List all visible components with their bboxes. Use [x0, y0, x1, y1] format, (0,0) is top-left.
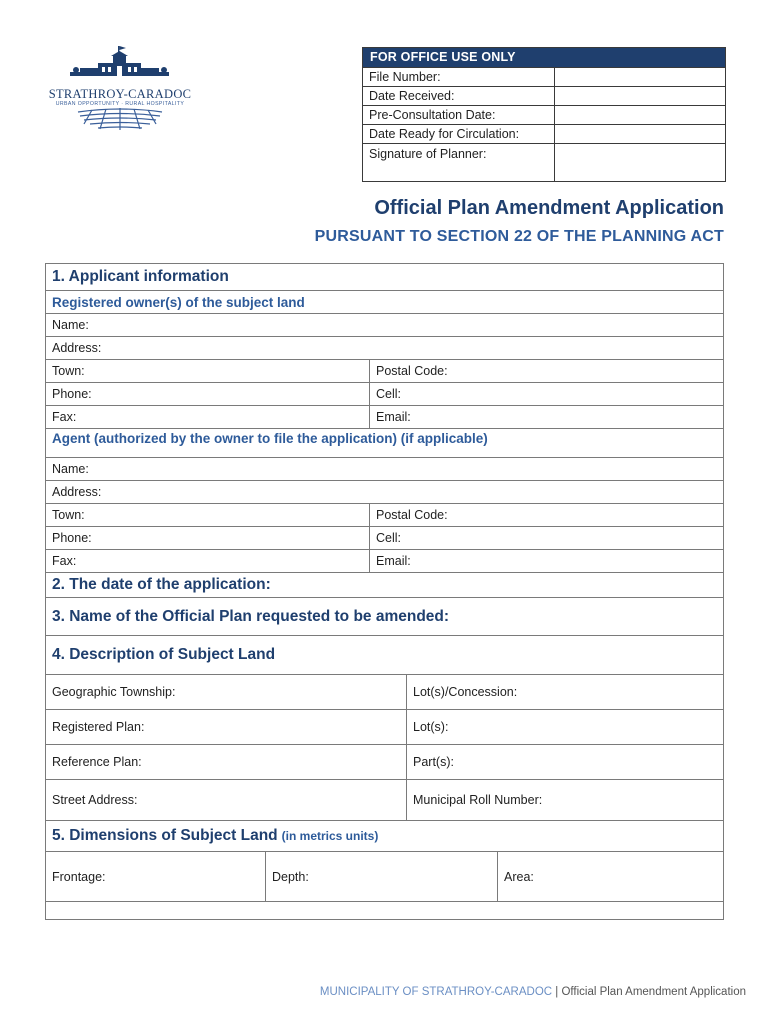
agent-heading: Agent (authorized by the owner to file the application) (if applicable) [52, 431, 488, 446]
owner-phone-field[interactable]: Phone: [52, 387, 92, 401]
logo-tagline: URBAN OPPORTUNITY · RURAL HOSPITALITY [55, 101, 185, 107]
agent-name-row[interactable] [46, 457, 723, 480]
file-number-field[interactable] [555, 68, 725, 86]
office-label: File Number: [363, 68, 555, 86]
owner-address-row[interactable] [46, 336, 723, 359]
area-field[interactable]: Area: [497, 852, 723, 901]
agent-address-field[interactable]: Address: [52, 485, 102, 499]
depth-field[interactable]: Depth: [265, 852, 497, 901]
agent-postal-field[interactable]: Postal Code: [369, 504, 723, 526]
owner-cell-field[interactable]: Cell: [369, 383, 723, 405]
parts-field[interactable]: Part(s): [406, 745, 723, 779]
footer-separator: | [552, 986, 562, 998]
section-3-row[interactable] [46, 597, 723, 635]
section-5-heading-cell [46, 821, 723, 851]
agent-fax-field[interactable]: Fax: [52, 554, 77, 568]
section-heading: 4. Description of Subject Land [52, 646, 276, 663]
office-use-heading: FOR OFFICE USE ONLY [363, 48, 725, 67]
official-plan-name-heading: 3. Name of the Official Plan requested to be amended: [52, 607, 450, 625]
owner-name-row[interactable] [46, 313, 723, 336]
lot-concession-field[interactable]: Lot(s)/Concession: [406, 675, 723, 709]
owner-fax-row [46, 405, 723, 428]
logo-name: STRATHROY-CARADOC [48, 87, 192, 101]
footer-municipality: MUNICIPALITY OF STRATHROY-CARADOC [319, 986, 553, 998]
owner-town-field[interactable]: Town: [52, 364, 85, 378]
agent-name-field[interactable]: Name: [52, 462, 89, 476]
footer-document-title: Official Plan Amendment Application [561, 986, 746, 998]
township-field[interactable]: Geographic Township: [52, 685, 176, 699]
owner-postal-field[interactable]: Postal Code: [369, 360, 723, 382]
owner-address-field[interactable]: Address: [52, 341, 102, 355]
preconsultation-date-field[interactable] [555, 106, 725, 124]
metric-units-hint: (in metrics units) [281, 829, 379, 843]
agent-address-row[interactable] [46, 480, 723, 503]
owner-phone-row [46, 382, 723, 405]
planner-signature-field[interactable] [555, 144, 725, 181]
agent-phone-row [46, 526, 723, 549]
office-label: Signature of Planner: [363, 144, 555, 181]
page-title: Official Plan Amendment Application [374, 197, 724, 219]
agent-subheader [46, 428, 723, 457]
agent-phone-field[interactable]: Phone: [52, 531, 92, 545]
office-row-circulation [363, 124, 725, 143]
reference-plan-field[interactable]: Reference Plan: [52, 755, 142, 769]
agent-email-field[interactable]: Email: [369, 550, 723, 572]
registered-plan-row [46, 709, 723, 744]
section-2-row[interactable] [46, 572, 723, 597]
lots-field[interactable]: Lot(s): [406, 710, 723, 744]
owner-heading: Registered owner(s) of the subject land [52, 294, 305, 310]
section-heading: 1. Applicant information [52, 268, 229, 285]
street-address-field[interactable]: Street Address: [52, 793, 138, 807]
reference-plan-row [46, 744, 723, 779]
township-row [46, 674, 723, 709]
section-heading: 5. Dimensions of Subject Land [52, 827, 278, 844]
agent-fax-row [46, 549, 723, 572]
application-date-heading: 2. The date of the application: [52, 576, 271, 593]
circulation-date-field[interactable] [555, 125, 725, 143]
agent-cell-field[interactable]: Cell: [369, 527, 723, 549]
owner-email-field[interactable]: Email: [369, 406, 723, 428]
section-1-header [46, 264, 723, 290]
office-label: Date Ready for Circulation: [363, 125, 555, 143]
municipality-logo [40, 44, 200, 134]
frontage-field[interactable]: Frontage: [52, 869, 106, 884]
application-form [45, 263, 724, 920]
registered-plan-field[interactable]: Registered Plan: [52, 720, 145, 734]
date-received-field[interactable] [555, 87, 725, 105]
owner-fax-field[interactable]: Fax: [52, 410, 77, 424]
page-subtitle: PURSUANT TO SECTION 22 OF THE PLANNING ACT [314, 228, 724, 245]
street-address-row [46, 779, 723, 820]
roll-number-field[interactable]: Municipal Roll Number: [406, 780, 723, 820]
owner-name-field[interactable]: Name: [52, 318, 89, 332]
owner-town-row [46, 359, 723, 382]
owner-subheader [46, 290, 723, 313]
office-row-preconsultation [363, 105, 725, 124]
form-bottom-row [46, 901, 723, 919]
agent-town-field[interactable]: Town: [52, 508, 85, 522]
office-row-signature [363, 143, 725, 181]
agent-town-row [46, 503, 723, 526]
office-label: Date Received: [363, 87, 555, 105]
section-4-header [46, 635, 723, 674]
office-row-file-number [363, 67, 725, 86]
office-use-table [362, 47, 726, 182]
office-label: Pre-Consultation Date: [363, 106, 555, 124]
office-row-date-received [363, 86, 725, 105]
dimensions-row [46, 851, 723, 901]
page-footer [320, 986, 746, 998]
section-5-header [46, 820, 723, 851]
